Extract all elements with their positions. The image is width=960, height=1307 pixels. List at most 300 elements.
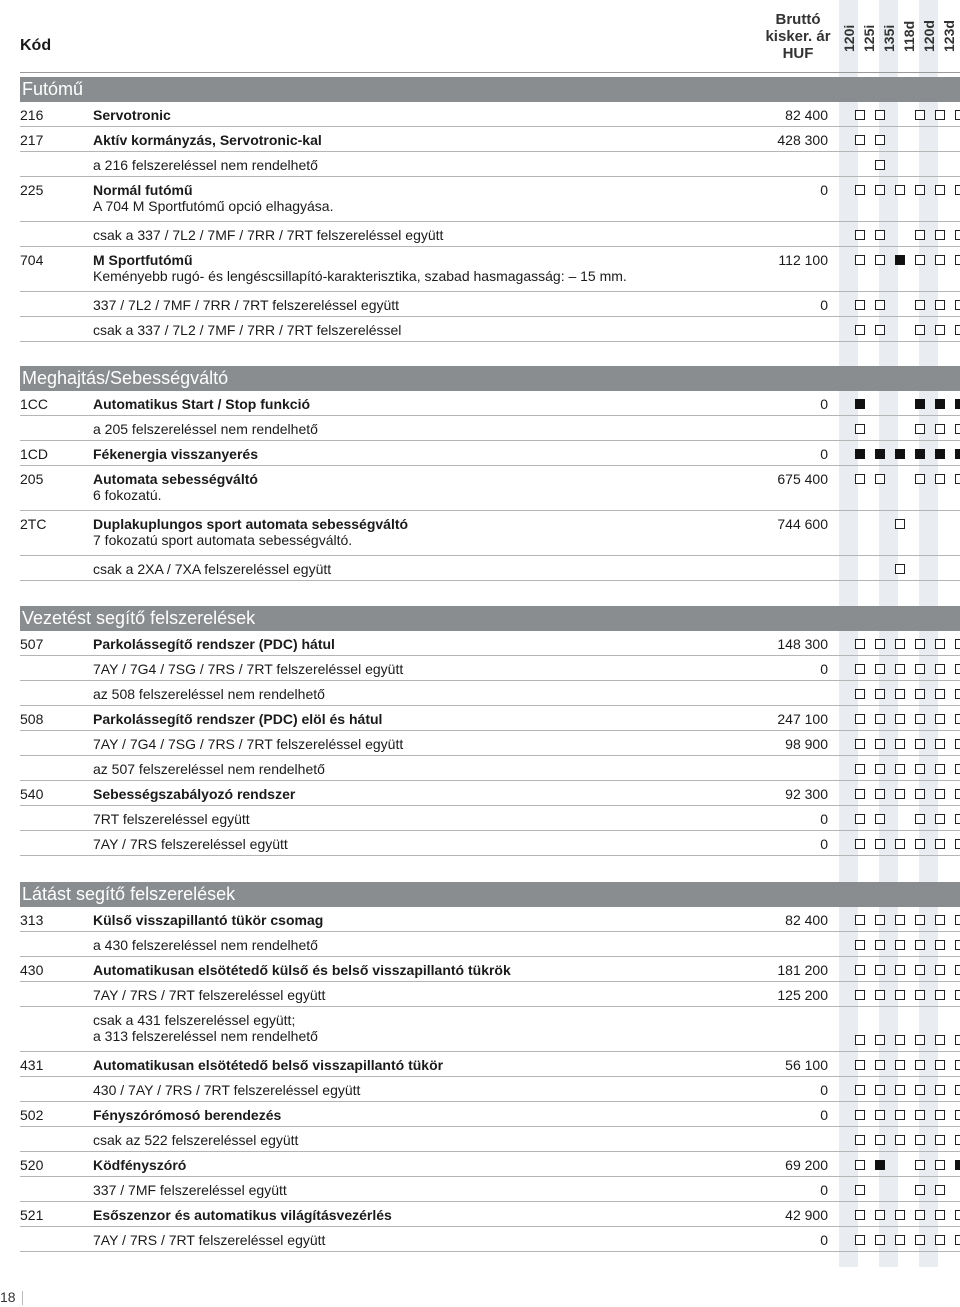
section	[20, 606, 960, 856]
option-name	[93, 836, 733, 852]
optional-equipment-mark	[915, 110, 925, 120]
standard-equipment-mark	[955, 449, 960, 459]
optional-equipment-mark	[915, 255, 925, 265]
table-row	[20, 247, 960, 292]
optional-equipment-mark	[935, 1110, 945, 1120]
optional-equipment-mark	[935, 255, 945, 265]
option-note: a 313 felszereléssel nem rendelhető	[93, 1028, 318, 1044]
model-label: 120d	[920, 20, 937, 52]
option-price: 0	[820, 1182, 828, 1198]
price-header-line: Bruttó	[775, 11, 821, 28]
table-row	[20, 102, 960, 127]
option-name	[93, 987, 733, 1003]
option-price: 0	[820, 1107, 828, 1123]
optional-equipment-mark	[875, 664, 885, 674]
option-price: 112 100	[778, 252, 828, 268]
standard-equipment-mark	[855, 399, 865, 409]
table-row	[20, 982, 960, 1007]
optional-equipment-mark	[855, 300, 865, 310]
optional-equipment-mark	[935, 1135, 945, 1145]
standard-equipment-mark	[915, 399, 925, 409]
optional-equipment-mark	[955, 689, 960, 699]
option-name	[93, 1107, 733, 1123]
optional-equipment-mark	[855, 789, 865, 799]
optional-equipment-mark	[935, 110, 945, 120]
option-name	[93, 761, 733, 777]
option-code: 704	[20, 252, 44, 268]
option-price: 0	[820, 811, 828, 827]
availability-marks	[840, 564, 960, 576]
option-code: 225	[20, 182, 44, 198]
availability-marks	[840, 689, 960, 701]
optional-equipment-mark	[875, 1085, 885, 1095]
optional-equipment-mark	[915, 1085, 925, 1095]
optional-equipment-mark	[875, 135, 885, 145]
optional-equipment-mark	[855, 1160, 865, 1170]
optional-equipment-mark	[955, 639, 960, 649]
optional-equipment-mark	[855, 764, 865, 774]
model-header-120d	[919, 6, 938, 68]
optional-equipment-mark	[895, 1060, 905, 1070]
optional-equipment-mark	[935, 300, 945, 310]
optional-equipment-mark	[895, 1035, 905, 1045]
option-label: 337 / 7L2 / 7MF / 7RR / 7RT felszereléssel együtt	[93, 297, 400, 313]
option-label: 7AY / 7RS felszereléssel együtt	[93, 836, 288, 852]
availability-marks	[840, 230, 960, 242]
option-name	[93, 636, 733, 652]
optional-equipment-mark	[915, 474, 925, 484]
optional-equipment-mark	[955, 230, 960, 240]
option-label: Parkolássegítő rendszer (PDC) elöl és hátul	[93, 711, 383, 727]
optional-equipment-mark	[935, 965, 945, 975]
availability-marks	[840, 1210, 960, 1222]
optional-equipment-mark	[875, 915, 885, 925]
table-row	[20, 222, 960, 247]
table-row	[20, 1227, 960, 1252]
option-name	[93, 1132, 733, 1148]
option-price: 744 600	[777, 516, 828, 532]
availability-marks	[840, 255, 960, 267]
optional-equipment-mark	[855, 639, 865, 649]
option-note: Keményebb rugó- és lengéscsillapító-karakterisztika, szabad hasmagasság: – 15 mm.	[93, 268, 627, 284]
optional-equipment-mark	[955, 739, 960, 749]
availability-marks	[840, 1060, 960, 1072]
table-row	[20, 656, 960, 681]
option-label: az 507 felszereléssel nem rendelhető	[93, 761, 325, 777]
option-name	[93, 446, 733, 462]
optional-equipment-mark	[895, 1235, 905, 1245]
option-price: 247 100	[777, 711, 828, 727]
optional-equipment-mark	[955, 789, 960, 799]
optional-equipment-mark	[915, 814, 925, 824]
optional-equipment-mark	[895, 185, 905, 195]
optional-equipment-mark	[855, 135, 865, 145]
optional-equipment-mark	[955, 1035, 960, 1045]
table-row	[20, 177, 960, 222]
availability-marks	[840, 915, 960, 927]
option-name	[93, 1157, 733, 1173]
section	[20, 366, 960, 581]
option-name	[93, 157, 733, 173]
optional-equipment-mark	[895, 1135, 905, 1145]
table-row	[20, 127, 960, 152]
optional-equipment-mark	[875, 1110, 885, 1120]
optional-equipment-mark	[875, 689, 885, 699]
option-label: Automatikusan elsötétedő külső és belső visszapillantó tükrök	[93, 962, 511, 978]
option-label: Ködfényszóró	[93, 1157, 187, 1173]
option-price: 82 400	[785, 912, 828, 928]
option-name	[93, 811, 733, 827]
optional-equipment-mark	[875, 965, 885, 975]
optional-equipment-mark	[855, 689, 865, 699]
model-header-118d	[899, 6, 918, 68]
table-row	[20, 391, 960, 416]
availability-marks	[840, 325, 960, 337]
optional-equipment-mark	[855, 185, 865, 195]
table-row	[20, 932, 960, 957]
option-label: Esőszenzor és automatikus világításvezérlés	[93, 1207, 392, 1223]
optional-equipment-mark	[875, 739, 885, 749]
optional-equipment-mark	[955, 915, 960, 925]
optional-equipment-mark	[935, 1185, 945, 1195]
optional-equipment-mark	[855, 990, 865, 1000]
section-title: Futómű	[20, 77, 960, 102]
option-code: 217	[20, 132, 44, 148]
optional-equipment-mark	[875, 839, 885, 849]
option-code: 2TC	[20, 516, 47, 532]
optional-equipment-mark	[855, 255, 865, 265]
availability-marks	[840, 990, 960, 1002]
optional-equipment-mark	[935, 764, 945, 774]
option-price: 0	[820, 446, 828, 462]
option-price: 0	[820, 661, 828, 677]
optional-equipment-mark	[915, 1210, 925, 1220]
table-row	[20, 511, 960, 556]
optional-equipment-mark	[855, 915, 865, 925]
availability-marks	[840, 519, 960, 531]
optional-equipment-mark	[935, 639, 945, 649]
optional-equipment-mark	[875, 814, 885, 824]
standard-equipment-mark	[895, 449, 905, 459]
optional-equipment-mark	[935, 915, 945, 925]
table-row	[20, 292, 960, 317]
optional-equipment-mark	[855, 325, 865, 335]
optional-equipment-mark	[935, 1085, 945, 1095]
optional-equipment-mark	[935, 664, 945, 674]
table-row	[20, 1007, 960, 1052]
option-label: 430 / 7AY / 7RS / 7RT felszereléssel együtt	[93, 1082, 361, 1098]
optional-equipment-mark	[855, 424, 865, 434]
option-name	[93, 421, 733, 437]
option-label: csak a 2XA / 7XA felszereléssel együtt	[93, 561, 332, 577]
option-code: 430	[20, 962, 44, 978]
availability-marks	[840, 664, 960, 676]
option-name	[93, 471, 733, 503]
section	[20, 77, 960, 342]
optional-equipment-mark	[955, 110, 960, 120]
optional-equipment-mark	[895, 789, 905, 799]
optional-equipment-mark	[935, 474, 945, 484]
section-title: Meghajtás/Sebességváltó	[20, 366, 960, 391]
option-name	[93, 1232, 733, 1248]
table-row	[20, 556, 960, 581]
optional-equipment-mark	[875, 160, 885, 170]
optional-equipment-mark	[895, 689, 905, 699]
optional-equipment-mark	[935, 814, 945, 824]
section	[20, 882, 960, 1252]
optional-equipment-mark	[955, 965, 960, 975]
option-note: 7 fokozatú sport automata sebességváltó.	[93, 532, 353, 548]
availability-marks	[840, 639, 960, 651]
optional-equipment-mark	[915, 789, 925, 799]
availability-marks	[840, 764, 960, 776]
optional-equipment-mark	[895, 965, 905, 975]
standard-equipment-mark	[875, 1160, 885, 1170]
optional-equipment-mark	[915, 714, 925, 724]
price-column-header	[752, 11, 844, 62]
option-name	[93, 322, 733, 338]
optional-equipment-mark	[935, 940, 945, 950]
option-name	[93, 786, 733, 802]
optional-equipment-mark	[875, 1060, 885, 1070]
optional-equipment-mark	[895, 915, 905, 925]
optional-equipment-mark	[855, 714, 865, 724]
option-price: 0	[820, 1232, 828, 1248]
optional-equipment-mark	[875, 474, 885, 484]
model-label: 123d	[940, 20, 957, 52]
model-label: 135i	[880, 24, 897, 52]
table-row	[20, 731, 960, 756]
optional-equipment-mark	[915, 325, 925, 335]
optional-equipment-mark	[855, 814, 865, 824]
option-label: Aktív kormányzás, Servotronic-kal	[93, 132, 322, 148]
optional-equipment-mark	[895, 764, 905, 774]
availability-marks	[840, 739, 960, 751]
optional-equipment-mark	[955, 255, 960, 265]
option-note: 6 fokozatú.	[93, 487, 162, 503]
availability-marks	[840, 1085, 960, 1097]
availability-marks	[840, 1135, 960, 1147]
option-code: 431	[20, 1057, 44, 1073]
table-row	[20, 466, 960, 511]
optional-equipment-mark	[955, 664, 960, 674]
optional-equipment-mark	[915, 1060, 925, 1070]
option-code: 508	[20, 711, 44, 727]
optional-equipment-mark	[875, 230, 885, 240]
table-row	[20, 1177, 960, 1202]
option-label: Parkolássegítő rendszer (PDC) hátul	[93, 636, 335, 652]
table-row	[20, 781, 960, 806]
availability-marks	[840, 940, 960, 952]
optional-equipment-mark	[955, 1060, 960, 1070]
optional-equipment-mark	[875, 1210, 885, 1220]
optional-equipment-mark	[875, 940, 885, 950]
optional-equipment-mark	[895, 990, 905, 1000]
option-price: 92 300	[785, 786, 828, 802]
optional-equipment-mark	[935, 1035, 945, 1045]
option-name	[93, 396, 733, 412]
optional-equipment-mark	[915, 1160, 925, 1170]
option-label: Automatikus Start / Stop funkció	[93, 396, 311, 412]
optional-equipment-mark	[955, 839, 960, 849]
optional-equipment-mark	[915, 1235, 925, 1245]
optional-equipment-mark	[855, 839, 865, 849]
optional-equipment-mark	[915, 300, 925, 310]
optional-equipment-mark	[855, 940, 865, 950]
optional-equipment-mark	[855, 110, 865, 120]
optional-equipment-mark	[915, 1185, 925, 1195]
optional-equipment-mark	[855, 1185, 865, 1195]
option-label: csak a 337 / 7L2 / 7MF / 7RR / 7RT felszereléssel	[93, 322, 402, 338]
option-price: 82 400	[785, 107, 828, 123]
option-code: 521	[20, 1207, 44, 1223]
optional-equipment-mark	[895, 940, 905, 950]
optional-equipment-mark	[935, 230, 945, 240]
optional-equipment-mark	[875, 300, 885, 310]
option-label: 7AY / 7RS / 7RT felszereléssel együtt	[93, 987, 326, 1003]
optional-equipment-mark	[915, 664, 925, 674]
option-price: 181 200	[777, 962, 828, 978]
optional-equipment-mark	[955, 714, 960, 724]
table-row	[20, 416, 960, 441]
option-name	[93, 182, 733, 214]
optional-equipment-mark	[875, 1135, 885, 1145]
optional-equipment-mark	[855, 1110, 865, 1120]
optional-equipment-mark	[935, 990, 945, 1000]
table-row	[20, 1127, 960, 1152]
availability-marks	[840, 1185, 960, 1197]
standard-equipment-mark	[875, 449, 885, 459]
availability-marks	[840, 449, 960, 461]
option-price: 125 200	[777, 987, 828, 1003]
model-header-120i	[839, 6, 858, 68]
option-name	[93, 561, 733, 577]
model-label: 118d	[900, 20, 917, 52]
optional-equipment-mark	[895, 564, 905, 574]
optional-equipment-mark	[955, 764, 960, 774]
option-name	[93, 962, 733, 978]
optional-equipment-mark	[875, 764, 885, 774]
page-number: 18	[0, 1289, 16, 1305]
model-header-125i	[859, 6, 878, 68]
table-row	[20, 706, 960, 731]
option-name	[93, 1182, 733, 1198]
optional-equipment-mark	[895, 519, 905, 529]
price-header-line: kisker. ár	[765, 28, 831, 45]
optional-equipment-mark	[855, 474, 865, 484]
model-label: 120i	[840, 24, 857, 52]
optional-equipment-mark	[895, 664, 905, 674]
optional-equipment-mark	[855, 965, 865, 975]
optional-equipment-mark	[915, 839, 925, 849]
option-note: A 704 M Sportfutómű opció elhagyása.	[93, 198, 334, 214]
option-price: 0	[820, 836, 828, 852]
optional-equipment-mark	[935, 739, 945, 749]
optional-equipment-mark	[935, 1160, 945, 1170]
optional-equipment-mark	[915, 1135, 925, 1145]
option-label: M Sportfutómű	[93, 252, 193, 268]
table-row	[20, 681, 960, 706]
option-price: 675 400	[777, 471, 828, 487]
availability-marks	[840, 1235, 960, 1247]
optional-equipment-mark	[955, 325, 960, 335]
optional-equipment-mark	[915, 689, 925, 699]
optional-equipment-mark	[915, 1110, 925, 1120]
option-name	[93, 1057, 733, 1073]
optional-equipment-mark	[875, 714, 885, 724]
option-label: 7AY / 7G4 / 7SG / 7RS / 7RT felszereléssel együtt	[93, 736, 404, 752]
option-name	[93, 937, 733, 953]
optional-equipment-mark	[855, 664, 865, 674]
section-title: Látást segítő felszerelések	[20, 882, 960, 907]
option-label: a 205 felszereléssel nem rendelhető	[93, 421, 318, 437]
optional-equipment-mark	[855, 1035, 865, 1045]
option-name	[93, 912, 733, 928]
page-footer	[0, 1289, 23, 1305]
optional-equipment-mark	[915, 915, 925, 925]
optional-equipment-mark	[935, 714, 945, 724]
option-name	[93, 1082, 733, 1098]
availability-marks	[840, 399, 960, 411]
optional-equipment-mark	[955, 1110, 960, 1120]
optional-equipment-mark	[955, 424, 960, 434]
option-label: csak a 431 felszereléssel együtt;	[93, 1012, 296, 1028]
option-label: Sebességszabályozó rendszer	[93, 786, 296, 802]
option-name	[93, 107, 733, 123]
optional-equipment-mark	[955, 940, 960, 950]
standard-equipment-mark	[935, 449, 945, 459]
optional-equipment-mark	[935, 1210, 945, 1220]
option-label: a 216 felszereléssel nem rendelhető	[93, 157, 318, 173]
option-price: 98 900	[785, 736, 828, 752]
optional-equipment-mark	[935, 839, 945, 849]
option-price: 148 300	[777, 636, 828, 652]
optional-equipment-mark	[955, 300, 960, 310]
option-price: 428 300	[777, 132, 828, 148]
availability-marks	[840, 814, 960, 826]
option-name	[93, 686, 733, 702]
option-price: 0	[820, 182, 828, 198]
footer-separator	[22, 1291, 23, 1305]
table-row	[20, 756, 960, 781]
availability-marks	[840, 160, 960, 172]
table-row	[20, 831, 960, 856]
availability-marks	[840, 185, 960, 197]
optional-equipment-mark	[935, 689, 945, 699]
availability-marks	[840, 1110, 960, 1122]
table-row	[20, 1152, 960, 1177]
optional-equipment-mark	[855, 1235, 865, 1245]
option-price: 0	[820, 1082, 828, 1098]
optional-equipment-mark	[915, 185, 925, 195]
option-label: csak az 522 felszereléssel együtt	[93, 1132, 299, 1148]
optional-equipment-mark	[935, 424, 945, 434]
standard-equipment-mark	[935, 399, 945, 409]
optional-equipment-mark	[875, 325, 885, 335]
option-code: 313	[20, 912, 44, 928]
availability-marks	[840, 110, 960, 122]
option-code: 216	[20, 107, 44, 123]
availability-marks	[840, 1160, 960, 1172]
optional-equipment-mark	[915, 1035, 925, 1045]
standard-equipment-mark	[855, 449, 865, 459]
option-label: 7RT felszereléssel együtt	[93, 811, 250, 827]
option-name	[93, 516, 733, 548]
table-row	[20, 317, 960, 342]
optional-equipment-mark	[935, 1235, 945, 1245]
optional-equipment-mark	[955, 1210, 960, 1220]
optional-equipment-mark	[955, 1235, 960, 1245]
